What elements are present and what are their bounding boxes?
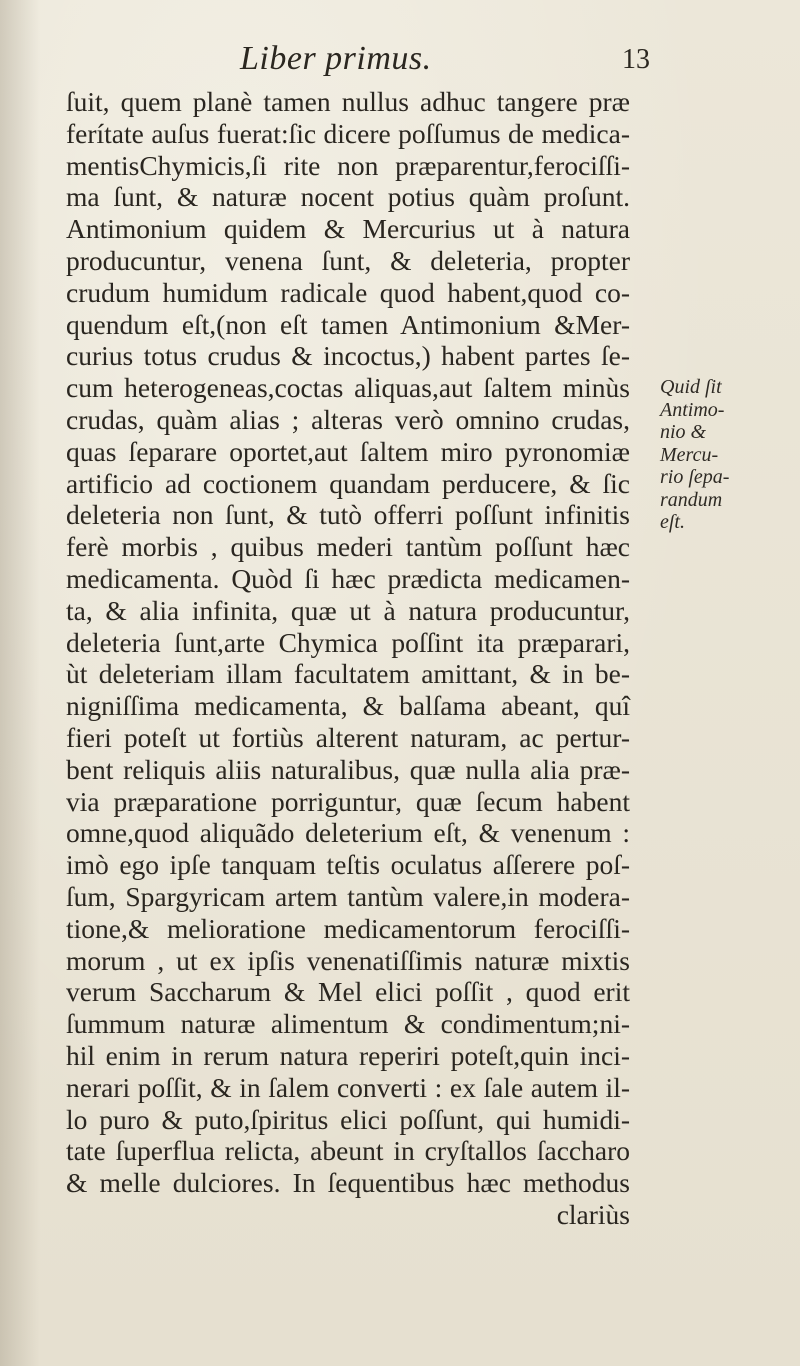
text-line: crudum humidum radicale quod habent,quod co- — [66, 276, 630, 308]
marginal-note-line: eſt. — [660, 511, 685, 533]
text-line: curius totus crudus & incoctus,) habent partes ſe- — [66, 340, 630, 372]
text-line: fieri poteſt ut fortiùs alterent naturam, ac pertur- — [66, 721, 630, 753]
running-title: Liber primus. — [240, 40, 432, 77]
text-line: morum , ut ex ipſis venenatiſſimis naturæ mixtis — [66, 944, 630, 976]
text-line: & melle dulciores. In ſequentibus hæc methodus — [66, 1167, 630, 1199]
marginal-note-line: randum — [660, 488, 723, 511]
text-line: deleteria ſunt,arte Chymica poſſint ita præparari, — [66, 626, 630, 658]
text-line: nerari poſſit, & in ſalem converti : ex ſale autem il- — [66, 1071, 630, 1103]
text-line: bent reliquis aliis naturalibus, quæ nulla alia præ- — [66, 753, 630, 785]
text-line: medicamenta. Quòd ſi hæc prædicta medicamen- — [66, 562, 630, 594]
text-line: crudas, quàm alias ; alteras verò omnino crudas, — [66, 403, 630, 435]
text-line: Antimonium quidem & Mercurius ut à natura — [66, 213, 630, 245]
marginal-note-line: Quid ſit — [660, 376, 722, 398]
text-line: artificio ad coctionem quandam perducere, & ſic — [66, 467, 630, 499]
page-gutter-shadow — [0, 0, 40, 1366]
text-line: via præparatione porriguntur, quæ ſecum habent — [66, 785, 630, 817]
text-line: clariùs — [556, 1198, 630, 1230]
text-line: imò ego ipſe tanquam teſtis oculatus aſſerere poſ- — [66, 849, 630, 881]
page-number: 13 — [622, 44, 650, 75]
text-line: ſum, Spargyricam artem tantùm valere,in modera- — [66, 880, 630, 912]
text-line: lo puro & puto,ſpiritus elici poſſunt, qui humidi- — [66, 1103, 630, 1135]
text-line: ſummum naturæ alimentum & condimentum;ni- — [66, 1008, 630, 1040]
text-line: nigniſſima medicamenta, & balſama abeant, quî — [66, 690, 630, 722]
text-line: ùt deleteriam illam facultatem amittant, & in be- — [66, 658, 630, 690]
marginal-note-line: rio ſepa- — [660, 466, 730, 488]
text-line: tione,& melioratione medicamentorum ferociſſi- — [66, 912, 630, 944]
page-header — [0, 40, 800, 80]
marginal-note-line: Mercu- — [660, 443, 719, 466]
text-line: ferè morbis , quibus mederi tantùm poſſunt hæc — [66, 531, 630, 563]
text-line: ferítate auſus fuerat:ſic dicere poſſumus de medica- — [66, 117, 630, 149]
marginal-note-line: nio & — [660, 421, 707, 443]
marginal-note — [660, 376, 780, 534]
text-line: deleteria non ſunt, & tutò offerri poſſunt infinitis — [66, 499, 630, 531]
text-line: ta, & alia infinita, quæ ut à natura producuntur, — [66, 594, 630, 626]
body-text — [66, 86, 630, 1231]
text-line: cum heterogeneas,coctas aliquas,aut ſaltem minùs — [66, 372, 630, 404]
text-line: hil enim in rerum natura reperiri poteſt,quin inci- — [66, 1039, 630, 1071]
marginal-note-line: Antimo- — [660, 398, 725, 421]
text-line: ſuit, quem planè tamen nullus adhuc tangere præ — [66, 86, 630, 117]
text-line: mentisChymicis,ſi rite non præparentur,ferociſſi- — [66, 149, 630, 181]
text-line: tate ſuperflua relicta, abeunt in cryſtallos ſaccharo — [66, 1135, 630, 1167]
text-line: producuntur, venena ſunt, & deleteria, propter — [66, 244, 630, 276]
text-line: omne,quod aliquãdo deleterium eſt, & venenum : — [66, 817, 630, 849]
text-line: quendum eſt,(non eſt tamen Antimonium &Mer- — [66, 308, 630, 340]
text-line: verum Saccharum & Mel elici poſſit , quod erit — [66, 976, 630, 1008]
text-line: quas ſeparare oportet,aut ſaltem miro pyronomiæ — [66, 435, 630, 467]
text-line: ma ſunt, & naturæ nocent potius quàm proſunt. — [66, 181, 630, 213]
